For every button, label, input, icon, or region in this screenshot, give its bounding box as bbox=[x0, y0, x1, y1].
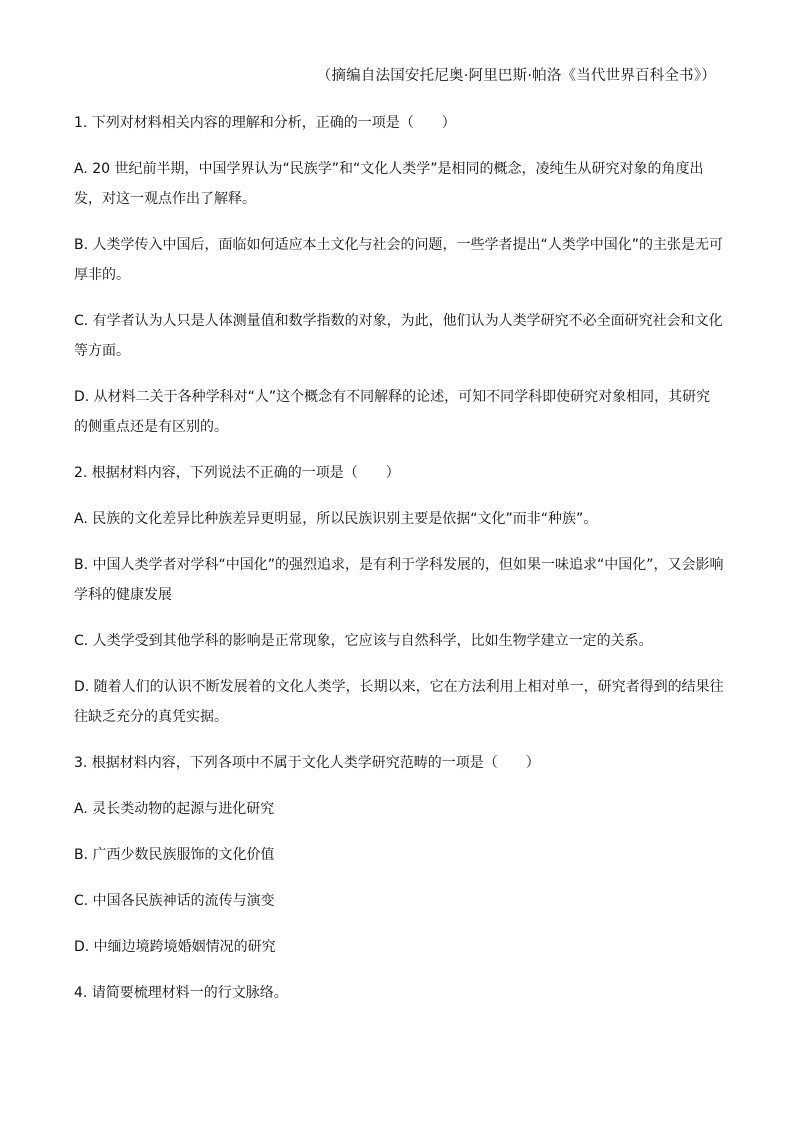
question-1-option-a: A. 20 世纪前半期，中国学界认为“民族学”和“文化人类学”是相同的概念，凌纯生从研究对象的角度出发，对这一观点作出了解释。 bbox=[74, 161, 704, 207]
question-3-option-a: A. 灵长类动物的起源与进化研究 bbox=[74, 801, 275, 817]
question-2-option-d: D. 随着人们的认识不断发展着的文化人类学，长期以来，它在方法利用上相对单一，研究者得到的结果往往缺乏充分的真凭实据。 bbox=[74, 679, 724, 725]
question-2-option-b: B. 中国人类学者对学科“中国化”的强烈追求，是有利于学科发展的，但如果一味追求“中国化”，又会影响学科的健康发展 bbox=[74, 557, 724, 603]
question-2-option-a: A. 民族的文化差异比种族差异更明显，所以民族识别主要是依据“文化”而非“种族”。 bbox=[74, 511, 598, 527]
source-citation: （摘编自法国安托尼奥·阿里巴斯·帕洛《当代世界百科全书》） bbox=[316, 68, 716, 84]
question-list bbox=[74, 108, 724, 1008]
question-4-stem: 4. 请简要梳理材料一的行文脉络。 bbox=[74, 985, 288, 1001]
question-1-stem: 1. 下列对材料相关内容的理解和分析，正确的一项是（ ） bbox=[74, 115, 456, 131]
question-3-stem: 3. 根据材料内容，下列各项中不属于文化人类学研究范畴的一项是（ ） bbox=[74, 755, 540, 771]
question-1-option-b: B. 人类学传入中国后，面临如何适应本土文化与社会的问题，一些学者提出“人类学中国化”的主张是无可厚非的。 bbox=[74, 237, 724, 283]
question-1-option-c: C. 有学者认为人只是人体测量值和数学指数的对象，为此，他们认为人类学研究不必全面研究社会和文化等方面。 bbox=[74, 313, 723, 359]
question-1-option-d: D. 从材料二关于各种学科对“人”这个概念有不同解释的论述，可知不同学科即使研究对象相同，其研究的侧重点还是有区别的。 bbox=[74, 389, 711, 435]
question-3-option-b: B. 广西少数民族服饰的文化价值 bbox=[74, 847, 275, 863]
question-2-stem: 2. 根据材料内容，下列说法不正确的一项是（ ） bbox=[74, 465, 400, 481]
question-2-option-c: C. 人类学受到其他学科的影响是正常现象，它应该与自然科学，比如生物学建立一定的关系。 bbox=[74, 633, 653, 649]
question-3-option-d: D. 中缅边境跨境婚姻情况的研究 bbox=[74, 939, 276, 955]
question-3-option-c: C. 中国各民族神话的流传与演变 bbox=[74, 893, 275, 909]
